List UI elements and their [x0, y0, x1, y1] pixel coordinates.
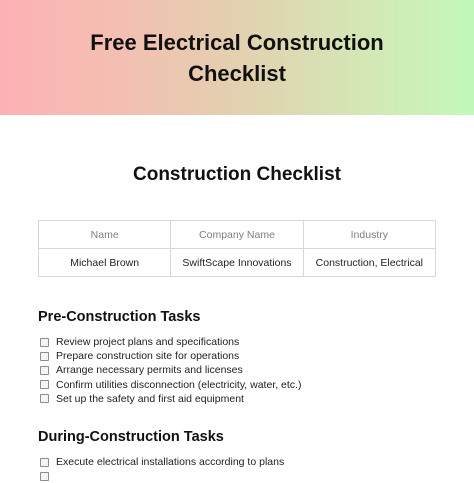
section-title-pre-construction: Pre-Construction Tasks	[38, 309, 201, 325]
checklist-item[interactable]	[40, 378, 301, 392]
cell-industry: Construction, Electrical	[303, 249, 435, 277]
checkbox-icon[interactable]	[40, 366, 49, 375]
checkbox-icon[interactable]	[40, 380, 49, 389]
checkbox-icon[interactable]	[40, 472, 49, 481]
checkbox-icon[interactable]	[40, 338, 49, 347]
header-banner	[0, 0, 474, 115]
pre-construction-task-list	[40, 335, 301, 406]
checkbox-icon[interactable]	[40, 394, 49, 403]
checklist-item[interactable]	[40, 335, 301, 349]
checklist-item[interactable]	[40, 349, 301, 363]
banner-title: Free Electrical Construction Checklist	[90, 29, 384, 86]
checklist-item[interactable]	[40, 455, 284, 469]
header-industry: Industry	[303, 221, 435, 249]
info-table-header-row	[39, 221, 436, 249]
checklist-item-label: Confirm utilities disconnection (electricity, water, etc.)	[56, 378, 302, 391]
checkbox-icon[interactable]	[40, 352, 49, 361]
checklist-item-label: Set up the safety and first aid equipment	[56, 392, 244, 405]
header-company-name: Company Name	[171, 221, 303, 249]
checklist-item[interactable]	[40, 363, 301, 377]
checklist-item-label: Arrange necessary permits and licenses	[56, 364, 243, 377]
checklist-item-partial[interactable]	[40, 469, 284, 483]
during-construction-task-list	[40, 455, 284, 483]
checklist-item-label: Review project plans and specifications	[56, 336, 240, 348]
header-name: Name	[39, 221, 171, 249]
checkbox-icon[interactable]	[40, 458, 49, 467]
checklist-item[interactable]	[40, 392, 301, 406]
info-table	[38, 220, 436, 277]
info-table-row	[39, 249, 436, 277]
cell-company-name: SwiftScape Innovations	[171, 249, 303, 277]
section-title-during-construction: During-Construction Tasks	[38, 429, 224, 445]
checklist-item-label: Prepare construction site for operations	[56, 350, 240, 363]
document-title: Construction Checklist	[133, 164, 341, 185]
checklist-item-label: Execute electrical installations according to plans	[56, 456, 285, 468]
cell-name: Michael Brown	[39, 249, 171, 277]
